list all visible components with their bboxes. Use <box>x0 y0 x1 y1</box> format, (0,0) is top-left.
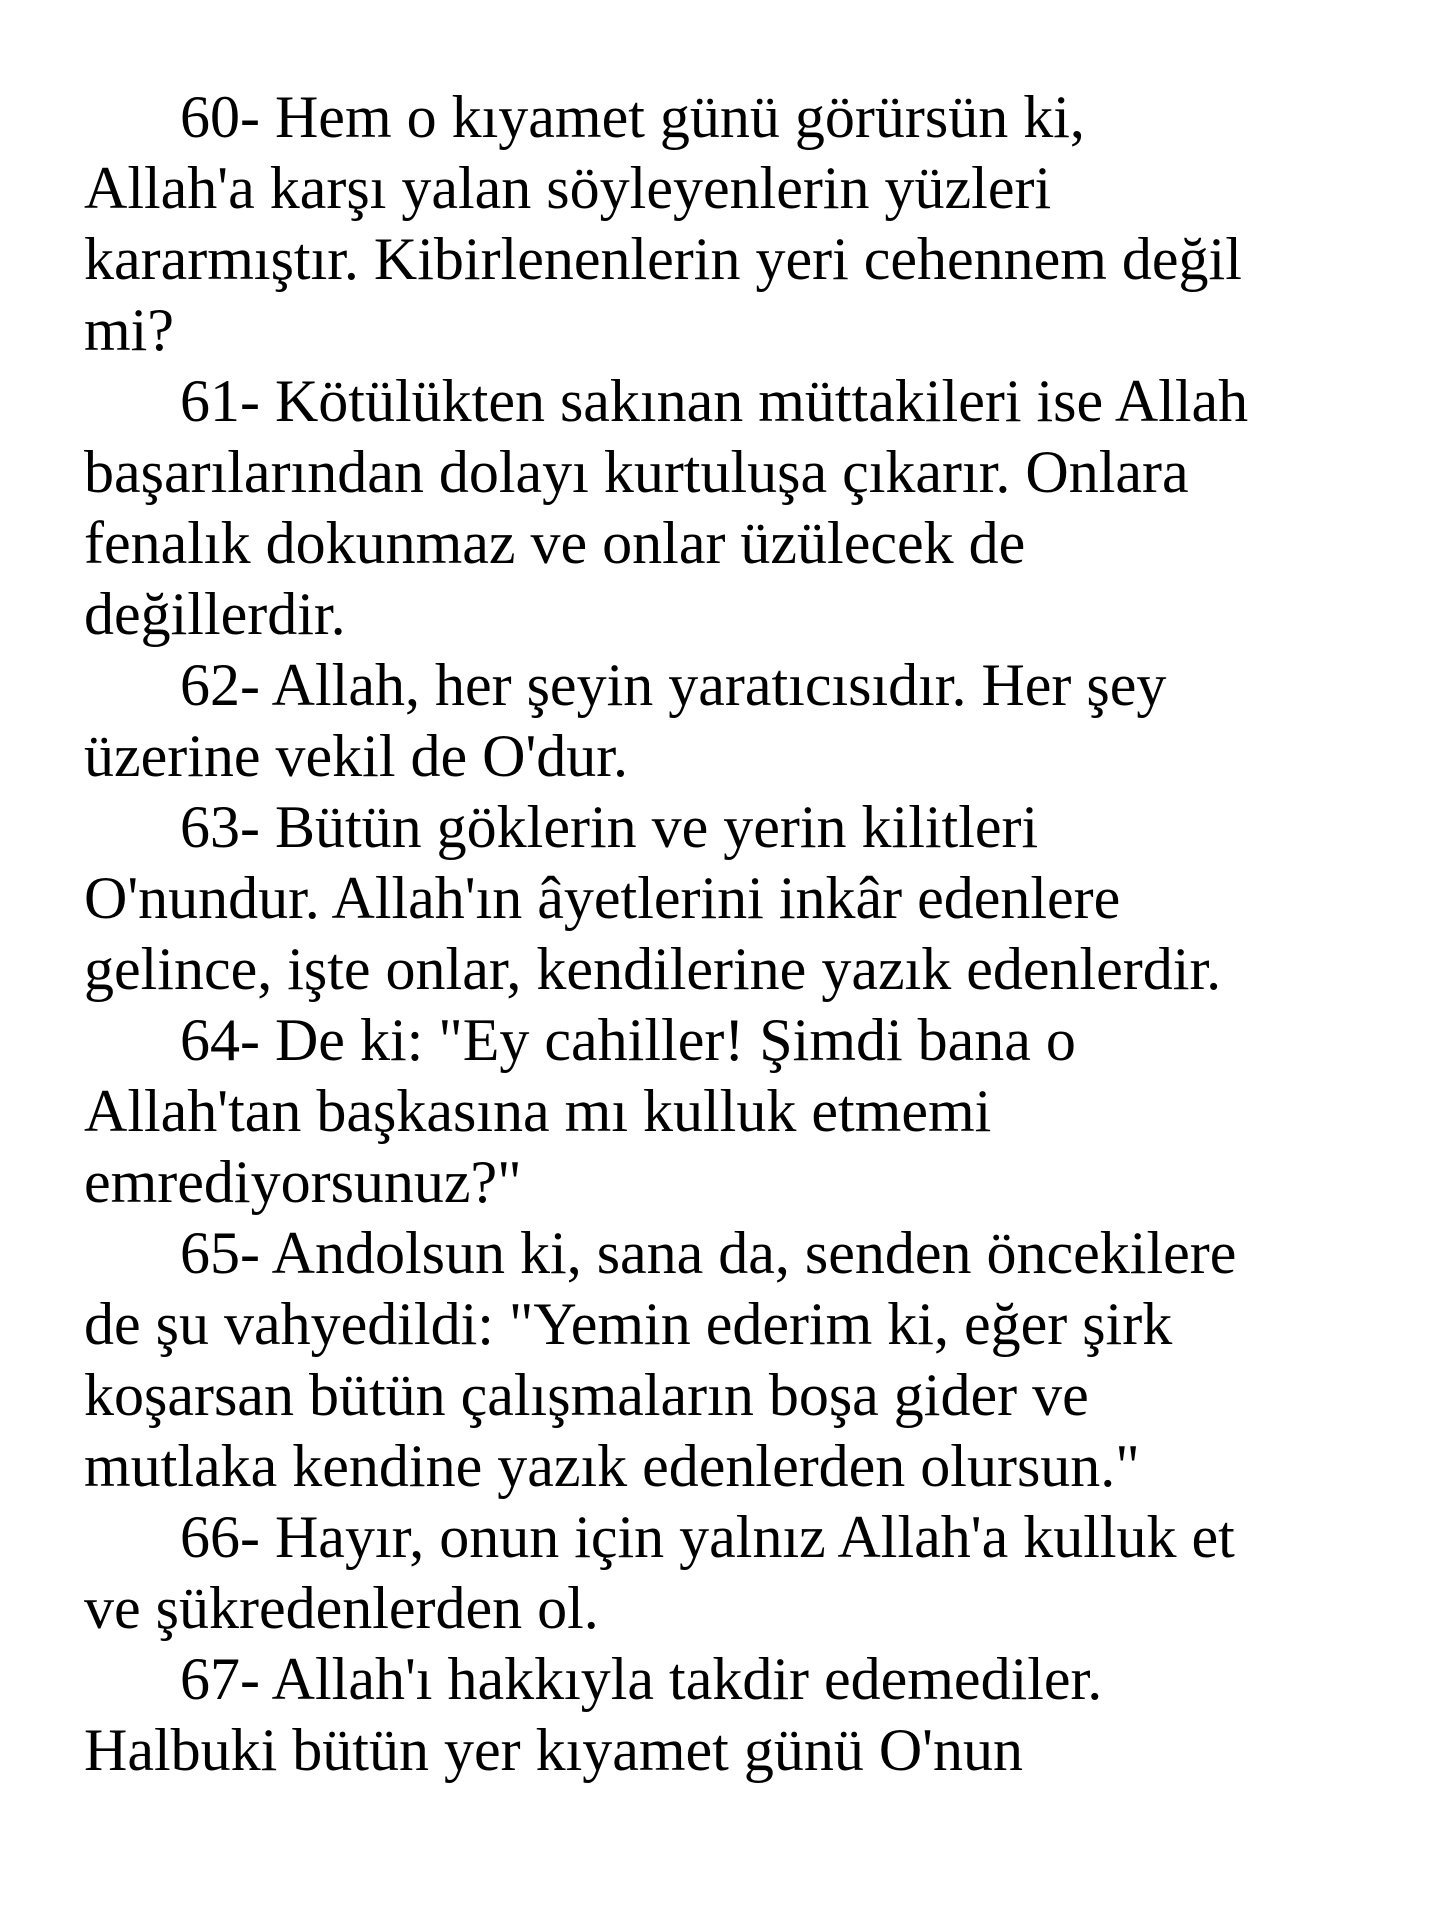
verse-line: 62- Allah, her şeyin yaratıcısıdır. Her şey <box>180 652 1167 718</box>
verse-line: 67- Allah'ı hakkıyla takdir edemediler. <box>180 1646 1103 1712</box>
verse-line: mi? <box>84 297 174 363</box>
verse-67 <box>84 1644 1384 1786</box>
verse-62 <box>84 650 1384 792</box>
verse-64 <box>84 1005 1384 1218</box>
verse-line: de şu vahyedildi: "Yemin ederim ki, eğer şirk <box>84 1291 1173 1357</box>
document-page <box>84 82 1384 1786</box>
verse-line: üzerine vekil de O'dur. <box>84 723 628 789</box>
verse-61 <box>84 366 1384 650</box>
verse-line: 63- Bütün göklerin ve yerin kilitleri <box>180 794 1039 860</box>
verse-65 <box>84 1218 1384 1502</box>
verse-60 <box>84 82 1384 366</box>
verse-line: 65- Andolsun ki, sana da, senden öncekilere <box>180 1220 1237 1286</box>
verse-66 <box>84 1502 1384 1644</box>
verse-line: emrediyorsunuz?" <box>84 1149 522 1215</box>
verse-line: 61- Kötülükten sakınan müttakileri ise Allah <box>180 368 1249 434</box>
verse-line: 60- Hem o kıyamet günü görürsün ki, <box>180 84 1085 150</box>
verse-line: koşarsan bütün çalışmaların boşa gider ve <box>84 1362 1089 1428</box>
verse-line: kararmıştır. Kibirlenenlerin yeri cehennem değil <box>84 226 1242 292</box>
verse-line: O'nundur. Allah'ın âyetlerini inkâr edenlere <box>84 865 1121 931</box>
verse-line: Allah'tan başkasına mı kulluk etmemi <box>84 1078 992 1144</box>
verse-63 <box>84 792 1384 1005</box>
verse-line: fenalık dokunmaz ve onlar üzülecek de <box>84 510 1026 576</box>
verse-line: başarılarından dolayı kurtuluşa çıkarır. Onlara <box>84 439 1189 505</box>
verse-line: değillerdir. <box>84 581 346 647</box>
verse-line: Allah'a karşı yalan söyleyenlerin yüzleri <box>84 155 1052 221</box>
verse-line: ve şükredenlerden ol. <box>84 1575 599 1641</box>
verse-line: 66- Hayır, onun için yalnız Allah'a kulluk et <box>180 1504 1235 1570</box>
verse-line: Halbuki bütün yer kıyamet günü O'nun <box>84 1717 1023 1783</box>
verse-line: 64- De ki: "Ey cahiller! Şimdi bana o <box>180 1007 1076 1073</box>
verse-line: gelince, işte onlar, kendilerine yazık edenlerdir. <box>84 936 1222 1002</box>
verse-line: mutlaka kendine yazık edenlerden olursun." <box>84 1433 1140 1499</box>
